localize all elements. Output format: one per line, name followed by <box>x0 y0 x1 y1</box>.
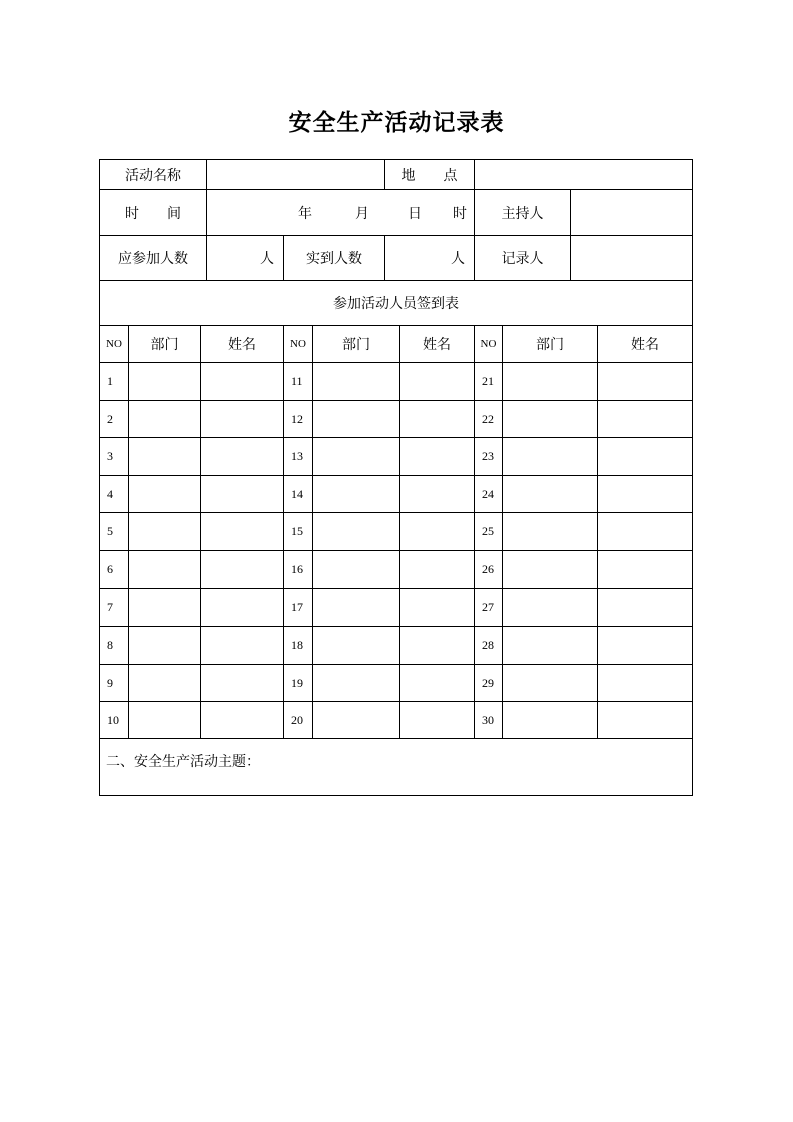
name-cell[interactable] <box>598 401 692 437</box>
row-number: 14 <box>291 486 303 501</box>
row-number: 29 <box>482 675 494 690</box>
row-number: 27 <box>482 600 494 614</box>
time-field[interactable] <box>207 190 474 235</box>
row-number: 16 <box>291 562 303 576</box>
name-cell[interactable] <box>598 513 692 550</box>
name-cell[interactable] <box>201 665 283 701</box>
name-cell[interactable] <box>400 513 474 550</box>
col-header-no: NO <box>480 338 497 350</box>
signin-table-title: 参加活动人员签到表 <box>333 296 459 312</box>
name-cell[interactable] <box>400 438 474 475</box>
department-cell[interactable] <box>313 476 399 512</box>
name-cell[interactable] <box>400 589 474 626</box>
name-cell[interactable] <box>400 401 474 437</box>
name-cell[interactable] <box>400 551 474 588</box>
name-cell[interactable] <box>201 476 283 512</box>
row-number: 13 <box>291 449 303 463</box>
name-cell[interactable] <box>400 665 474 701</box>
department-cell[interactable] <box>503 438 597 475</box>
location-field[interactable] <box>475 160 692 189</box>
name-cell[interactable] <box>201 551 283 588</box>
row-number: 18 <box>291 638 303 652</box>
name-cell[interactable] <box>598 363 692 400</box>
department-cell[interactable] <box>313 513 399 550</box>
row-number: 25 <box>482 524 494 538</box>
name-cell[interactable] <box>598 702 692 738</box>
name-cell[interactable] <box>201 363 283 400</box>
col-header-no: NO <box>106 338 122 350</box>
department-cell[interactable] <box>129 513 200 550</box>
row-number: 28 <box>482 638 494 652</box>
name-cell[interactable] <box>201 513 283 550</box>
col-header-department: 部门 <box>536 337 564 353</box>
col-header-name: 姓名 <box>228 337 256 353</box>
row-number: 10 <box>107 712 119 727</box>
department-cell[interactable] <box>129 551 200 588</box>
host-label: 主持人 <box>501 205 544 222</box>
row-number: 23 <box>482 449 494 463</box>
name-cell[interactable] <box>598 627 692 664</box>
row-number: 17 <box>291 600 303 614</box>
recorder-label: 记录人 <box>501 251 544 267</box>
table-border-bottom <box>99 795 693 796</box>
expected-attendance-label: 应参加人数 <box>118 251 188 267</box>
col-header-name: 姓名 <box>631 337 659 353</box>
name-cell[interactable] <box>400 627 474 664</box>
department-cell[interactable] <box>503 702 597 738</box>
row-number: 3 <box>107 449 113 463</box>
department-cell[interactable] <box>313 589 399 626</box>
department-cell[interactable] <box>313 438 399 475</box>
row-number: 5 <box>107 524 113 538</box>
row-number: 20 <box>291 712 303 727</box>
row-number: 11 <box>291 374 303 388</box>
department-cell[interactable] <box>129 401 200 437</box>
activity-name-label: 活动名称 <box>125 167 181 184</box>
row-number: 9 <box>107 675 113 690</box>
row-number: 24 <box>482 486 494 501</box>
time-day-label: 日 <box>408 205 422 222</box>
department-cell[interactable] <box>313 665 399 701</box>
row-number: 26 <box>482 562 494 576</box>
department-cell[interactable] <box>129 363 200 400</box>
department-cell[interactable] <box>313 363 399 400</box>
location-label: 地 点 <box>401 167 458 184</box>
time-year-label: 年 <box>298 205 312 222</box>
department-cell[interactable] <box>313 401 399 437</box>
row-number: 8 <box>107 638 113 652</box>
row-number: 1 <box>107 374 113 388</box>
expected-attendance-field[interactable]: 人 <box>260 251 274 267</box>
department-cell[interactable] <box>129 702 200 738</box>
department-cell[interactable] <box>129 627 200 664</box>
department-cell[interactable] <box>313 627 399 664</box>
name-cell[interactable] <box>598 476 692 512</box>
time-hour-label: 时 <box>453 205 467 222</box>
row-number: 15 <box>291 524 303 538</box>
col-header-name: 姓名 <box>423 337 451 353</box>
recorder-field[interactable] <box>571 236 692 280</box>
row-number: 21 <box>482 374 494 388</box>
row-number: 2 <box>107 411 113 426</box>
department-cell[interactable] <box>503 401 597 437</box>
name-cell[interactable] <box>201 589 283 626</box>
department-cell[interactable] <box>129 476 200 512</box>
department-cell[interactable] <box>503 363 597 400</box>
name-cell[interactable] <box>598 551 692 588</box>
row-number: 19 <box>291 675 303 690</box>
department-cell[interactable] <box>503 665 597 701</box>
department-cell[interactable] <box>503 513 597 550</box>
row-number: 6 <box>107 562 113 576</box>
department-cell[interactable] <box>129 589 200 626</box>
page-title: 安全生产活动记录表 <box>288 109 505 136</box>
time-month-label: 月 <box>355 205 369 222</box>
grid-line <box>99 738 693 739</box>
department-cell[interactable] <box>503 589 597 626</box>
name-cell[interactable] <box>598 438 692 475</box>
row-number: 4 <box>107 486 113 501</box>
name-cell[interactable] <box>598 665 692 701</box>
name-cell[interactable] <box>400 702 474 738</box>
name-cell[interactable] <box>201 401 283 437</box>
activity-name-field[interactable] <box>207 160 384 189</box>
name-cell[interactable] <box>201 438 283 475</box>
department-cell[interactable] <box>129 665 200 701</box>
col-header-department: 部门 <box>342 337 370 353</box>
name-cell[interactable] <box>598 589 692 626</box>
row-number: 22 <box>482 411 494 426</box>
row-number: 7 <box>107 600 113 614</box>
department-cell[interactable] <box>503 476 597 512</box>
actual-attendance-field[interactable]: 人 <box>451 251 465 267</box>
name-cell[interactable] <box>400 476 474 512</box>
time-label: 时 间 <box>125 205 181 222</box>
col-header-department: 部门 <box>150 337 179 353</box>
name-cell[interactable] <box>201 627 283 664</box>
department-cell[interactable] <box>129 438 200 475</box>
actual-attendance-label: 实到人数 <box>306 251 362 267</box>
activity-theme-field[interactable] <box>100 772 692 794</box>
row-number: 12 <box>291 411 303 426</box>
col-header-no: NO <box>290 338 306 350</box>
department-cell[interactable] <box>503 627 597 664</box>
host-field[interactable] <box>571 190 692 235</box>
department-cell[interactable] <box>313 702 399 738</box>
row-number: 30 <box>482 712 494 727</box>
activity-theme-label: 二、安全生产活动主题： <box>106 754 260 770</box>
department-cell[interactable] <box>503 551 597 588</box>
department-cell[interactable] <box>313 551 399 588</box>
name-cell[interactable] <box>201 702 283 738</box>
name-cell[interactable] <box>400 363 474 400</box>
